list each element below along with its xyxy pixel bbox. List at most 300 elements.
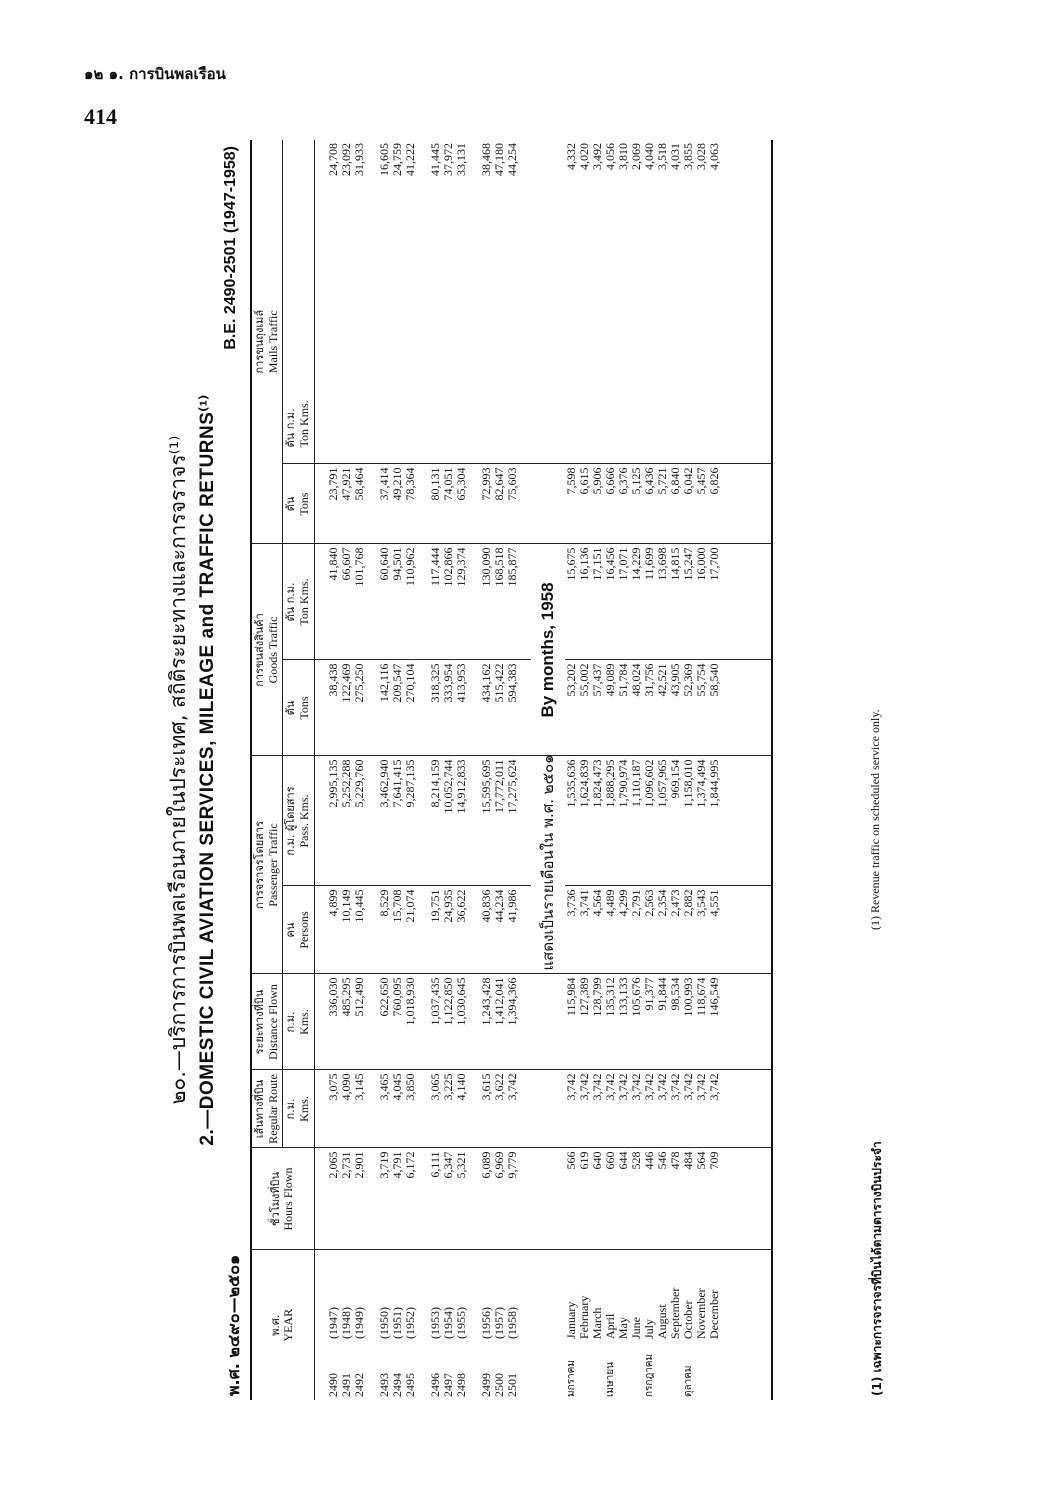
table-cell: 3,145	[353, 1070, 366, 1148]
table-cell: 3,075	[327, 1070, 340, 1148]
table-cell: 6,826	[708, 464, 721, 544]
table-cell: 515,422	[493, 660, 506, 756]
table-cell: 619	[578, 1148, 591, 1250]
table-cell: 4,140	[455, 1070, 468, 1148]
table-cell: 2494	[389, 1373, 404, 1397]
table-cell: 98,534	[669, 974, 682, 1070]
table-cell: 969,154	[669, 756, 682, 886]
table-cell: 622,650	[378, 974, 391, 1070]
table-title-thai: ๒๐.—บริการการบินพลเรือนภายในประเทศ, สถิติระยะทางและการจราจร⁽¹⁾	[166, 435, 190, 1105]
table-cell: 24,708	[327, 140, 340, 464]
table-cell: April	[602, 1313, 617, 1339]
footnote-english: (1) Revenue traffic on scheduled service only.	[868, 709, 882, 930]
table-cell: 17,151	[591, 544, 604, 660]
table-cell: 6,969	[493, 1148, 506, 1250]
table-cell: 118,674	[695, 974, 708, 1070]
table-cell: 3,742	[669, 1070, 682, 1148]
table-row	[506, 140, 519, 1400]
table-cell: 3,741	[578, 886, 591, 974]
table-cell: 3,742	[643, 1070, 656, 1148]
table-cell: 275,250	[353, 660, 366, 756]
table-cell: 17,772,011	[493, 756, 506, 886]
table-cell: (1953)	[427, 1307, 442, 1339]
table-cell: 42,521	[656, 660, 669, 756]
table-cell: (1951)	[389, 1307, 404, 1339]
table-cell: 48,024	[630, 660, 643, 756]
table-cell	[669, 1342, 682, 1400]
table-cell: 4,489	[604, 886, 617, 974]
table-cell: 5,457	[695, 464, 708, 544]
table-cell: 9,779	[506, 1148, 519, 1250]
table-cell: 1,158,010	[682, 756, 695, 886]
table-cell: 4,040	[643, 140, 656, 464]
month-row	[565, 140, 578, 1400]
table-cell: 2490	[325, 1373, 340, 1397]
table-cell: 3,742	[682, 1070, 695, 1148]
rotated-table-area	[160, 140, 900, 1400]
table-cell: 336,030	[327, 974, 340, 1070]
table-cell: 41,222	[404, 140, 417, 464]
table-cell: 15,595,695	[480, 756, 493, 886]
table-cell: 135,312	[604, 974, 617, 1070]
table-cell: 4,045	[391, 1070, 404, 1148]
table-cell: 60,640	[378, 544, 391, 660]
month-row	[682, 140, 695, 1400]
table-cell: 1,018,930	[404, 974, 417, 1070]
table-cell: 78,364	[404, 464, 417, 544]
table-cell: 1,888,295	[604, 756, 617, 886]
table-cell: 2,354	[656, 886, 669, 974]
table-cell: 47,180	[493, 140, 506, 464]
table-cell: 51,784	[617, 660, 630, 756]
hours-flown-header: ชั่วโมงที่บิน Hours Flown	[251, 1148, 314, 1250]
table-row	[429, 140, 442, 1400]
month-row	[604, 140, 617, 1400]
table-cell: 3,742	[617, 1070, 630, 1148]
table-cell	[578, 1342, 591, 1400]
table-cell: 478	[669, 1148, 682, 1250]
table-cell: (1947)	[325, 1307, 340, 1339]
table-cell: 13,698	[656, 544, 669, 660]
table-cell: 40,836	[480, 886, 493, 974]
table-cell: 4,299	[617, 886, 630, 974]
table-cell: 11,699	[643, 544, 656, 660]
mails-tons-header: ตัน Tons	[283, 464, 314, 544]
table-cell: 37,414	[378, 464, 391, 544]
table-cell: 1,394,366	[506, 974, 519, 1070]
table-cell: 660	[604, 1148, 617, 1250]
mails-ton-kms-header: ตัน ก.ม. Ton Kms.	[283, 140, 314, 464]
table-cell: 3,615	[480, 1070, 493, 1148]
table-row	[340, 140, 353, 1400]
table-cell: 24,935	[442, 886, 455, 974]
table-cell: 3,742	[591, 1070, 604, 1148]
table-cell: 16,605	[378, 140, 391, 464]
table-cell: 91,377	[643, 974, 656, 1070]
month-row	[578, 140, 591, 1400]
table-cell: 65,304	[455, 464, 468, 544]
table-cell: 6,089	[480, 1148, 493, 1250]
table-cell: 594,383	[506, 660, 519, 756]
table-cell: August	[654, 1304, 669, 1339]
table-cell: 318,325	[429, 660, 442, 756]
table-cell: 3,065	[429, 1070, 442, 1148]
table-cell	[617, 1342, 630, 1400]
table-cell: 80,131	[429, 464, 442, 544]
monthly-rows	[531, 140, 772, 1400]
table-cell: 1,824,473	[591, 756, 604, 886]
table-cell: 413,953	[455, 660, 468, 756]
month-row	[695, 140, 708, 1400]
table-cell: 3,543	[695, 886, 708, 974]
table-cell: 4,551	[708, 886, 721, 974]
table-cell: 2,731	[340, 1148, 353, 1250]
table-cell: 2,563	[643, 886, 656, 974]
table-cell: 6,042	[682, 464, 695, 544]
table-row	[327, 140, 340, 1400]
table-row	[378, 140, 391, 1400]
year-header: พ.ศ. YEAR	[251, 1250, 314, 1400]
table-cell: 3,465	[378, 1070, 391, 1148]
table-cell: 3,855	[682, 140, 695, 464]
table-cell: 4,020	[578, 140, 591, 464]
table-cell	[695, 1342, 708, 1400]
table-cell: 4,564	[591, 886, 604, 974]
table-cell: 38,468	[480, 140, 493, 464]
months-header-english: By months, 1958	[538, 582, 558, 718]
table-cell: March	[589, 1307, 604, 1339]
table-cell: มกราคม	[565, 1360, 577, 1397]
table-cell: 129,374	[455, 544, 468, 660]
table-cell: (1956)	[478, 1307, 493, 1339]
table-cell: 566	[565, 1148, 578, 1250]
table-cell: 58,464	[353, 464, 366, 544]
table-cell: 23,092	[340, 140, 353, 464]
table-cell: June	[628, 1317, 643, 1339]
months-header-row	[531, 140, 565, 1400]
table-cell: 5,252,288	[340, 756, 353, 886]
table-cell: 142,116	[378, 660, 391, 756]
mails-traffic-header: การขนถุงเมล์ Mails Traffic	[251, 140, 283, 544]
table-cell: 2492	[351, 1373, 366, 1397]
table-cell: 8,214,159	[429, 756, 442, 886]
table-cell: 3,719	[378, 1148, 391, 1250]
table-cell: (1958)	[504, 1307, 519, 1339]
annual-rows	[314, 140, 531, 1400]
table-cell: 66,607	[340, 544, 353, 660]
table-cell: 1,030,645	[455, 974, 468, 1070]
table-cell: 2498	[453, 1373, 468, 1397]
table-cell: 7,598	[565, 464, 578, 544]
table-cell: 127,389	[578, 974, 591, 1070]
table-cell: 2493	[376, 1373, 391, 1397]
table-cell: 91,844	[656, 974, 669, 1070]
table-cell: October	[680, 1300, 695, 1339]
table-cell: 49,089	[604, 660, 617, 756]
table-cell: 2,065	[327, 1148, 340, 1250]
table-cell: 3,850	[404, 1070, 417, 1148]
table-cell: 17,071	[617, 544, 630, 660]
table-cell: 6,436	[643, 464, 656, 544]
table-cell: 49,210	[391, 464, 404, 544]
table-cell: 6,111	[429, 1148, 442, 1250]
table-cell: 2,901	[353, 1148, 366, 1250]
traffic-table	[250, 140, 773, 1400]
table-cell: 122,469	[340, 660, 353, 756]
table-cell: 6,840	[669, 464, 682, 544]
table-cell: May	[615, 1317, 630, 1339]
table-cell: 41,445	[429, 140, 442, 464]
table-row	[442, 140, 455, 1400]
table-cell: 1,535,636	[565, 756, 578, 886]
table-cell: 4,031	[669, 140, 682, 464]
table-cell: 3,622	[493, 1070, 506, 1148]
table-cell: 2,791	[630, 886, 643, 974]
table-cell: 1,110,187	[630, 756, 643, 886]
table-cell: 3,518	[656, 140, 669, 464]
table-cell: (1957)	[491, 1307, 506, 1339]
month-row	[630, 140, 643, 1400]
table-cell: 10,445	[353, 886, 366, 974]
month-row	[643, 140, 656, 1400]
table-cell: 1,412,041	[493, 974, 506, 1070]
table-cell: 110,962	[404, 544, 417, 660]
table-cell: 2501	[504, 1373, 519, 1397]
table-cell: 133,133	[617, 974, 630, 1070]
table-cell: September	[667, 1287, 682, 1339]
table-cell: February	[576, 1295, 591, 1339]
table-cell: 709	[708, 1148, 721, 1250]
table-cell: 1,790,974	[617, 756, 630, 886]
table-cell: 33,131	[455, 140, 468, 464]
table-cell: 512,490	[353, 974, 366, 1070]
table-cell: 3,742	[695, 1070, 708, 1148]
table-cell: 546	[656, 1148, 669, 1250]
table-cell: 94,501	[391, 544, 404, 660]
table-cell: 10,149	[340, 886, 353, 974]
year-range-thai: พ.ศ. ๒๔๙๐—๒๕๐๑	[224, 1254, 243, 1396]
table-cell: July	[641, 1318, 656, 1339]
table-cell: 2497	[440, 1373, 455, 1397]
table-cell: 16,136	[578, 544, 591, 660]
table-cell: 8,529	[378, 886, 391, 974]
table-cell: 3,736	[565, 886, 578, 974]
table-cell: 41,840	[327, 544, 340, 660]
table-cell: 2,069	[630, 140, 643, 464]
table-cell: 2,995,135	[327, 756, 340, 886]
table-cell: 55,754	[695, 660, 708, 756]
table-cell: 3,225	[442, 1070, 455, 1148]
goods-ton-kms-header: ตัน ก.ม. Ton Kms.	[283, 544, 314, 660]
table-cell: 3,810	[617, 140, 630, 464]
month-row	[669, 140, 682, 1400]
table-row	[353, 140, 366, 1400]
table-cell	[630, 1342, 643, 1400]
table-cell: 185,877	[506, 544, 519, 660]
route-unit-header: ก.ม. Kms.	[283, 1070, 314, 1148]
table-cell: 1,122,850	[442, 974, 455, 1070]
table-cell: 52,369	[682, 660, 695, 756]
footnote-thai: (1) เฉพาะการจราจรที่บินได้ตามตารางบินประจำ	[870, 1141, 884, 1396]
table-cell: 5,125	[630, 464, 643, 544]
table-cell: 57,437	[591, 660, 604, 756]
table-cell: 640	[591, 1148, 604, 1250]
table-cell: 41,986	[506, 886, 519, 974]
table-cell: 17,700	[708, 544, 721, 660]
month-row	[617, 140, 630, 1400]
table-cell: 3,742	[630, 1070, 643, 1148]
month-row	[708, 140, 721, 1400]
table-cell: 130,090	[480, 544, 493, 660]
months-header-thai: แสดงเป็นรายเดือนใน พ.ศ. ๒๕๐๑	[538, 754, 557, 971]
table-cell: 6,172	[404, 1148, 417, 1250]
table-title-english: 2.—DOMESTIC CIVIL AVIATION SERVICES, MILEAGE and TRAFFIC RETURNS⁽¹⁾	[197, 394, 218, 1146]
table-cell: 2500	[491, 1373, 506, 1397]
table-cell: 17,275,624	[506, 756, 519, 886]
table-cell: 117,444	[429, 544, 442, 660]
table-cell: 2496	[427, 1373, 442, 1397]
table-cell: 36,622	[455, 886, 468, 974]
table-cell: 47,921	[340, 464, 353, 544]
table-cell: December	[706, 1289, 721, 1339]
table-cell: 4,899	[327, 886, 340, 974]
pass-kms-header: ก.ม. ผู้โดยสาร Pass. Kms.	[283, 756, 314, 886]
table-cell: 38,438	[327, 660, 340, 756]
table-cell: (1952)	[402, 1307, 417, 1339]
table-cell: 5,229,760	[353, 756, 366, 886]
table-cell: (1954)	[440, 1307, 455, 1339]
table-cell: 3,742	[708, 1070, 721, 1148]
table-cell: 15,247	[682, 544, 695, 660]
regular-route-header: เส้นทางที่บิน Regular Route	[251, 1070, 283, 1148]
table-cell: 82,647	[493, 464, 506, 544]
page-number: 414	[84, 104, 117, 129]
table-cell: กรกฎาคม	[643, 1353, 655, 1397]
month-row	[656, 140, 669, 1400]
table-cell: 128,799	[591, 974, 604, 1070]
table-cell: 2491	[338, 1373, 353, 1397]
table-cell: 1,844,995	[708, 756, 721, 886]
table-cell: 115,984	[565, 974, 578, 1070]
table-cell: 6,615	[578, 464, 591, 544]
month-row	[591, 140, 604, 1400]
table-cell: 1,057,965	[656, 756, 669, 886]
table-cell: 4,056	[604, 140, 617, 464]
table-cell: 105,676	[630, 974, 643, 1070]
table-row	[493, 140, 506, 1400]
table-cell: 168,518	[493, 544, 506, 660]
table-cell: 3,742	[506, 1070, 519, 1148]
table-cell: 100,993	[682, 974, 695, 1070]
table-cell: 16,456	[604, 544, 617, 660]
table-cell: ตุลาคม	[682, 1365, 694, 1397]
table-cell: 1,096,602	[643, 756, 656, 886]
table-cell: 6,376	[617, 464, 630, 544]
table-cell: 14,815	[669, 544, 682, 660]
table-cell: (1949)	[351, 1307, 366, 1339]
table-cell	[591, 1342, 604, 1400]
distance-flown-header: ระยะทางที่บิน Distance Flown	[251, 974, 283, 1070]
table-cell: 484	[682, 1148, 695, 1250]
table-row	[455, 140, 468, 1400]
table-cell: 10,052,744	[442, 756, 455, 886]
table-row	[391, 140, 404, 1400]
table-row	[404, 140, 417, 1400]
table-cell: 7,641,415	[391, 756, 404, 886]
table-cell: 2499	[478, 1373, 493, 1397]
table-cell: 3,742	[565, 1070, 578, 1148]
table-cell: 44,234	[493, 886, 506, 974]
running-head: ๑๒ ๑. การบินพลเรือน	[84, 65, 226, 83]
table-cell: (1948)	[338, 1307, 353, 1339]
table-cell: 146,549	[708, 974, 721, 1070]
table-cell: 3,462,940	[378, 756, 391, 886]
table-cell: 14,229	[630, 544, 643, 660]
table-cell: 37,972	[442, 140, 455, 464]
distance-unit-header: ก.ม. Kms.	[283, 974, 314, 1070]
table-cell: 44,254	[506, 140, 519, 464]
table-cell: 4,791	[391, 1148, 404, 1250]
table-cell: 3,742	[578, 1070, 591, 1148]
table-cell: 15,675	[565, 544, 578, 660]
table-cell: 5,906	[591, 464, 604, 544]
table-cell: 74,051	[442, 464, 455, 544]
table-cell	[656, 1342, 669, 1400]
table-cell: 1,037,435	[429, 974, 442, 1070]
table-cell: 53,202	[565, 660, 578, 756]
goods-traffic-header: การขนส่งสินค้า Goods Traffic	[251, 544, 283, 756]
table-cell: 3,742	[656, 1070, 669, 1148]
table-cell: November	[693, 1288, 708, 1339]
table-cell: 101,768	[353, 544, 366, 660]
table-cell: 1,243,428	[480, 974, 493, 1070]
table-cell: 72,993	[480, 464, 493, 544]
table-cell: 31,756	[643, 660, 656, 756]
table-cell: 5,721	[656, 464, 669, 544]
table-cell: 9,287,135	[404, 756, 417, 886]
table-cell: (1955)	[453, 1307, 468, 1339]
table-cell: 2495	[402, 1373, 417, 1397]
table-cell: 564	[695, 1148, 708, 1250]
table-cell: 5,321	[455, 1148, 468, 1250]
table-cell: 43,905	[669, 660, 682, 756]
table-cell: 270,104	[404, 660, 417, 756]
goods-tons-header: ตัน Tons	[283, 660, 314, 756]
table-cell: 23,791	[327, 464, 340, 544]
table-cell: 31,933	[353, 140, 366, 464]
table-cell: 24,759	[391, 140, 404, 464]
table-cell: 21,074	[404, 886, 417, 974]
table-cell: 19,751	[429, 886, 442, 974]
table-cell: 14,912,833	[455, 756, 468, 886]
table-cell: 6,347	[442, 1148, 455, 1250]
table-cell: 1,624,839	[578, 756, 591, 886]
table-cell: 3,028	[695, 140, 708, 464]
table-cell: 55,002	[578, 660, 591, 756]
table-cell: 3,492	[591, 140, 604, 464]
table-cell: 16,000	[695, 544, 708, 660]
table-cell: 434,162	[480, 660, 493, 756]
table-cell: 2,882	[682, 886, 695, 974]
passenger-traffic-header: การจราจรโดยสาร Passenger Traffic	[251, 756, 283, 974]
table-cell: January	[563, 1301, 578, 1339]
table-cell: (1950)	[376, 1307, 391, 1339]
table-cell: 1,374,494	[695, 756, 708, 886]
table-cell: 3,742	[604, 1070, 617, 1148]
table-cell: 644	[617, 1148, 630, 1250]
table-cell: 4,063	[708, 140, 721, 464]
table-cell: 446	[643, 1148, 656, 1250]
